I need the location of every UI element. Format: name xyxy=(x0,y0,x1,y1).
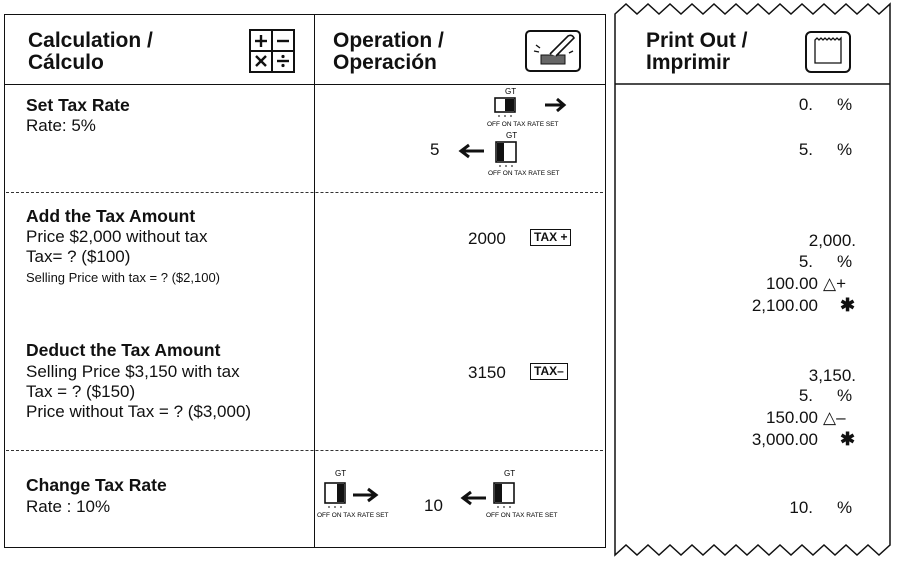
printout-suffix: % xyxy=(837,252,853,271)
svg-text:GT: GT xyxy=(335,469,347,478)
printout-suffix: ✱ xyxy=(840,429,856,449)
operation-value: 2000 xyxy=(468,229,506,248)
tax-minus-key: TAX– xyxy=(530,363,568,380)
svg-text:OFF ON TAX RATE SET: OFF ON TAX RATE SET xyxy=(488,170,560,177)
section-title: Set Tax Rate xyxy=(26,95,130,115)
printout-suffix: % xyxy=(837,95,853,114)
printout-suffix: △– xyxy=(823,408,846,427)
operation-header: Operation / Operación xyxy=(333,29,444,74)
printout-value: 5. xyxy=(798,386,813,405)
svg-text:OFF ON TAX RATE SET: OFF ON TAX RATE SET xyxy=(486,512,558,519)
printout-suffix: % xyxy=(837,386,853,405)
svg-text:OFF ON TAX RATE SET: OFF ON TAX RATE SET xyxy=(487,121,559,128)
printout-value: 10. xyxy=(789,498,813,517)
printout-value: 3,150. xyxy=(808,366,856,385)
printout-value: 3,000.00 xyxy=(751,430,818,449)
section-text-small: Selling Price with tax = ? ($2,100) xyxy=(26,270,221,285)
printout-value: 5. xyxy=(798,252,813,271)
header-divider xyxy=(4,84,606,85)
calculator-keys-icon xyxy=(249,29,295,78)
section-text: Rate : 10% xyxy=(26,497,111,516)
section-divider xyxy=(6,450,603,451)
calculation-header: Calculation / Cálculo xyxy=(28,29,153,74)
operation-value: 10 xyxy=(424,496,443,515)
section-title: Add the Tax Amount xyxy=(26,206,196,226)
svg-text:GT: GT xyxy=(504,469,516,478)
switch-tax-rate-set xyxy=(313,467,413,532)
printout-suffix: ✱ xyxy=(840,295,856,315)
section-title: Deduct the Tax Amount xyxy=(26,340,221,360)
printout-suffix: % xyxy=(837,140,853,159)
svg-text:GT: GT xyxy=(505,87,517,96)
key-press-icon xyxy=(524,29,582,78)
printout-value: 2,100.00 xyxy=(751,296,818,315)
section-divider xyxy=(6,192,603,193)
switch-tax-rate-set xyxy=(484,130,564,183)
switch-gt-position xyxy=(482,467,572,532)
section-text: Selling Price $3,150 with tax xyxy=(26,362,240,381)
svg-text:GT: GT xyxy=(506,131,518,140)
receipt-icon xyxy=(804,30,852,79)
svg-text:OFF ON TAX RATE SET: OFF ON TAX RATE SET xyxy=(317,512,389,519)
printout-value: 2,000. xyxy=(808,231,856,250)
printout-value: 0. xyxy=(798,95,813,114)
section-text: Price $2,000 without tax xyxy=(26,227,208,246)
printout-header: Print Out / Imprimir xyxy=(646,29,748,74)
receipt-paper xyxy=(612,0,894,566)
arrow-left-icon xyxy=(456,143,486,164)
operation-value: 3150 xyxy=(468,363,506,382)
printout-suffix: % xyxy=(837,498,853,517)
section-text: Price without Tax = ? ($3,000) xyxy=(26,402,252,421)
section-text: Rate: 5% xyxy=(26,116,96,135)
section-text: Tax= ? ($100) xyxy=(26,247,131,266)
printout-value: 5. xyxy=(798,140,813,159)
operation-value: 5 xyxy=(430,140,440,159)
section-title: Change Tax Rate xyxy=(26,475,167,495)
printout-suffix: △+ xyxy=(823,274,847,293)
printout-value: 150.00 xyxy=(766,408,818,427)
section-text: Tax = ? ($150) xyxy=(26,382,136,401)
printout-value: 100.00 xyxy=(766,274,818,293)
tax-plus-key: TAX + xyxy=(530,229,571,246)
